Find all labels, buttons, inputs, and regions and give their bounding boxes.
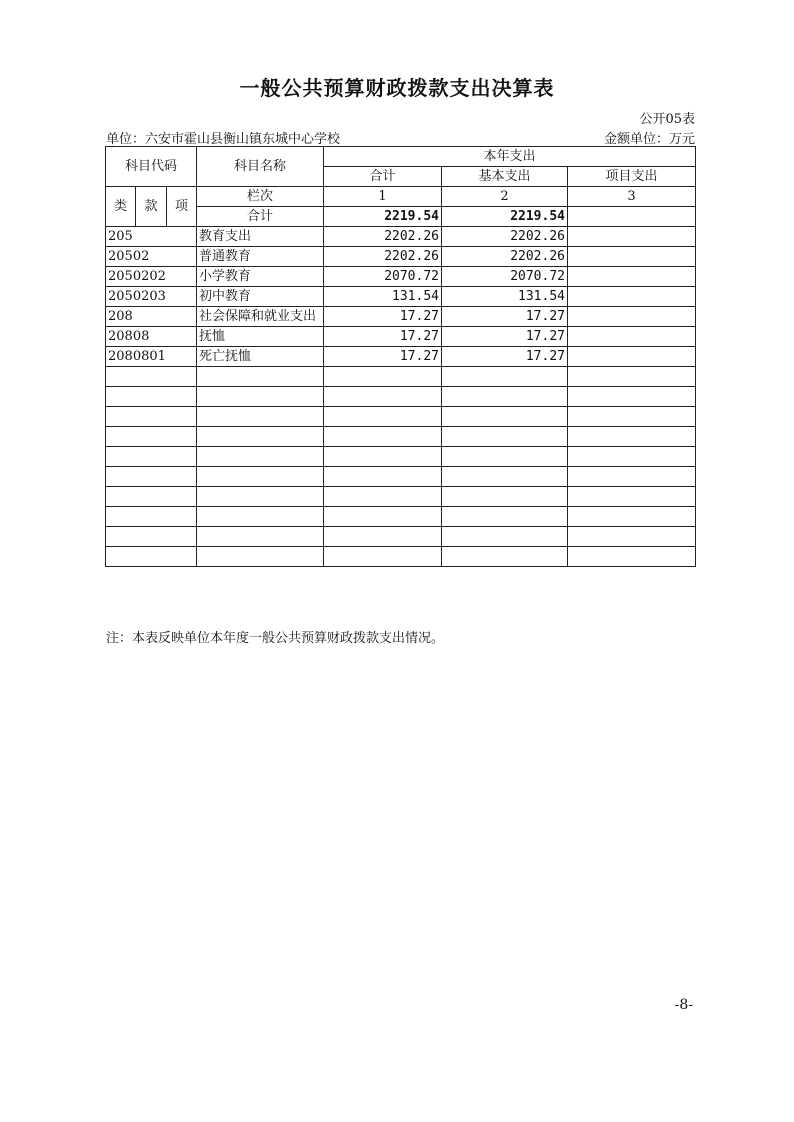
row-project: [568, 427, 696, 447]
row-basic: [442, 487, 568, 507]
table-row: [106, 427, 696, 447]
row-project: [568, 407, 696, 427]
row-project: [568, 387, 696, 407]
row-total: [324, 407, 442, 427]
row-code: [106, 507, 197, 527]
table-row: [106, 267, 696, 287]
header-lei: 类: [106, 187, 136, 227]
unit-label: 单位：六安市霍山县衡山镇东城中心学校: [106, 132, 341, 147]
row-total: [324, 387, 442, 407]
row-project: [568, 507, 696, 527]
row-basic: [442, 387, 568, 407]
row-total: [324, 527, 442, 547]
total-row-project: [568, 207, 696, 227]
form-number: 公开05表: [639, 112, 695, 127]
header-column-no: 栏次: [197, 187, 324, 207]
row-total: 2070.72: [324, 267, 442, 287]
footnote: 注：本表反映单位本年度一般公共预算财政拨款支出情况。: [106, 631, 445, 646]
row-name: 初中教育: [197, 287, 324, 307]
row-name: [197, 507, 324, 527]
row-name: [197, 547, 324, 567]
page-number: -8-: [674, 997, 693, 1013]
row-name: 教育支出: [197, 227, 324, 247]
row-code: 20808: [106, 327, 197, 347]
row-basic: 17.27: [442, 347, 568, 367]
row-basic: [442, 407, 568, 427]
row-code: 20502: [106, 247, 197, 267]
row-total: [324, 487, 442, 507]
total-row-basic: 2219.54: [442, 207, 568, 227]
row-code: [106, 367, 197, 387]
row-code: [106, 387, 197, 407]
header-row-1: [106, 147, 696, 167]
row-name: [197, 527, 324, 547]
row-name: [197, 447, 324, 467]
row-basic: [442, 427, 568, 447]
row-total: 17.27: [324, 347, 442, 367]
row-name: [197, 427, 324, 447]
header-project: 项目支出: [568, 167, 696, 187]
row-code: [106, 447, 197, 467]
table-row: [106, 507, 696, 527]
header-subject-name: 科目名称: [197, 147, 324, 187]
row-code: [106, 487, 197, 507]
table-row: [106, 387, 696, 407]
row-name: [197, 487, 324, 507]
row-basic: 2202.26: [442, 247, 568, 267]
row-code: 2050202: [106, 267, 197, 287]
row-project: [568, 307, 696, 327]
row-project: [568, 227, 696, 247]
row-total: [324, 467, 442, 487]
row-project: [568, 547, 696, 567]
row-name: 死亡抚恤: [197, 347, 324, 367]
row-project: [568, 347, 696, 367]
header-col1: 1: [324, 187, 442, 207]
row-code: [106, 527, 197, 547]
row-name: [197, 407, 324, 427]
total-row-label: 合计: [197, 207, 324, 227]
table-row: [106, 327, 696, 347]
row-project: [568, 447, 696, 467]
row-code: 2050203: [106, 287, 197, 307]
row-code: [106, 427, 197, 447]
row-project: [568, 527, 696, 547]
row-total: [324, 367, 442, 387]
page-title: 一般公共预算财政拨款支出决算表: [239, 76, 555, 100]
row-project: [568, 367, 696, 387]
header-current-year: 本年支出: [324, 147, 696, 167]
table-row: [106, 447, 696, 467]
row-basic: [442, 527, 568, 547]
table-row: [106, 347, 696, 367]
row-project: [568, 287, 696, 307]
table-row: [106, 527, 696, 547]
row-project: [568, 487, 696, 507]
header-total: 合计: [324, 167, 442, 187]
row-total: [324, 547, 442, 567]
expenditure-table: [105, 146, 696, 567]
row-basic: [442, 447, 568, 467]
row-total: 2202.26: [324, 247, 442, 267]
row-basic: [442, 467, 568, 487]
row-code: 2080801: [106, 347, 197, 367]
row-name: 社会保障和就业支出: [197, 307, 324, 327]
header-kuan: 款: [136, 187, 167, 227]
header-xiang: 项: [167, 187, 197, 227]
row-total: 17.27: [324, 307, 442, 327]
row-project: [568, 327, 696, 347]
header-col2: 2: [442, 187, 568, 207]
row-total: [324, 447, 442, 467]
row-name: 抚恤: [197, 327, 324, 347]
header-row-3: [106, 187, 696, 207]
table-row: [106, 307, 696, 327]
row-basic: 17.27: [442, 307, 568, 327]
row-code: 208: [106, 307, 197, 327]
table-row: [106, 487, 696, 507]
row-name: 普通教育: [197, 247, 324, 267]
row-project: [568, 247, 696, 267]
table-row: [106, 467, 696, 487]
row-project: [568, 267, 696, 287]
row-basic: 2202.26: [442, 227, 568, 247]
row-total: [324, 427, 442, 447]
row-code: 205: [106, 227, 197, 247]
row-total: [324, 507, 442, 527]
row-name: [197, 467, 324, 487]
row-basic: [442, 547, 568, 567]
row-name: [197, 367, 324, 387]
row-basic: 17.27: [442, 327, 568, 347]
row-basic: 131.54: [442, 287, 568, 307]
row-code: [106, 547, 197, 567]
total-row-total: 2219.54: [324, 207, 442, 227]
row-basic: [442, 507, 568, 527]
row-name: 小学教育: [197, 267, 324, 287]
row-project: [568, 467, 696, 487]
table-row: [106, 227, 696, 247]
row-total: 131.54: [324, 287, 442, 307]
header-basic: 基本支出: [442, 167, 568, 187]
header-col3: 3: [568, 187, 696, 207]
table-row: [106, 547, 696, 567]
row-basic: [442, 367, 568, 387]
table-row: [106, 247, 696, 267]
row-code: [106, 407, 197, 427]
table-row: [106, 367, 696, 387]
row-basic: 2070.72: [442, 267, 568, 287]
row-code: [106, 467, 197, 487]
header-subject-code: 科目代码: [106, 147, 197, 187]
table-row: [106, 407, 696, 427]
row-total: 2202.26: [324, 227, 442, 247]
row-total: 17.27: [324, 327, 442, 347]
table-row: [106, 287, 696, 307]
row-name: [197, 387, 324, 407]
amount-unit-label: 金额单位：万元: [603, 132, 695, 147]
